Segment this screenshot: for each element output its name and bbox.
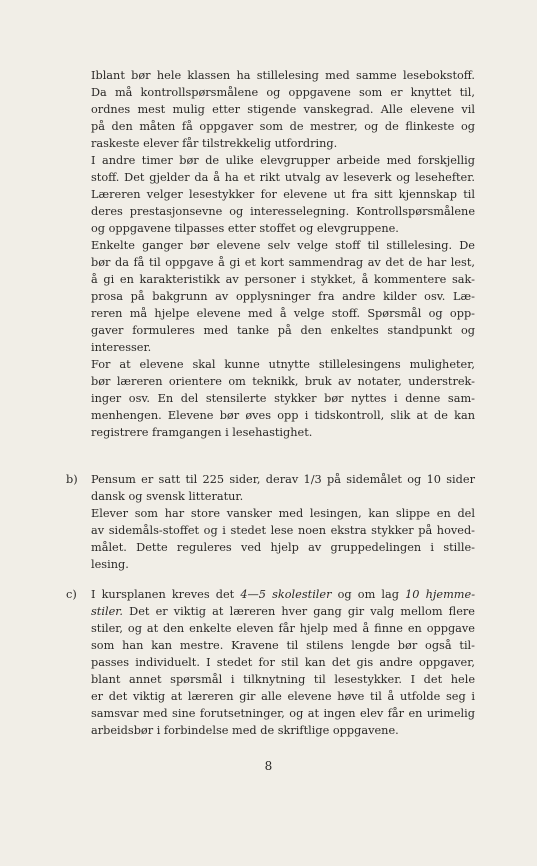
text-line: reren må hjelpe elevene med å velge stoff. Spørsmål og opp- [91, 307, 475, 320]
text-line: som han kan mestre. Kravene til stilens lengde bør også til- [91, 639, 475, 652]
text-line: bør læreren orientere om teknikk, bruk av notater, understrek- [91, 375, 475, 388]
text-line [91, 586, 475, 603]
text-line: Enkelte ganger bør elevene selv velge stoff til stillelesing. De [91, 239, 475, 252]
text-span: og om lag [331, 588, 406, 601]
text-line: deres prestasjonsevne og interesselegning. Kontrollspørsmålene [91, 205, 475, 218]
text-line: Iblant bør hele klassen ha stillelesing med samme lesebokstoff. [91, 69, 475, 82]
text-line: stoff. Det gjelder da å ha et rikt utvalg av leseverk og lesehefter. [91, 171, 475, 184]
text-line: bør da få til oppgave å gi et kort sammendrag av det de har lest, [91, 256, 475, 269]
text-line: interesser. [91, 341, 152, 354]
text-line: I andre timer bør de ulike elevgrupper arbeide med forskjellig [91, 154, 475, 167]
text-span: Det er viktig at læreren hver gang gir valg mellom flere [123, 605, 475, 618]
text-line: er det viktig at læreren gir alle elevene høve til å utfolde seg i [91, 690, 475, 703]
text-line: lesing. [91, 558, 129, 571]
text-line: passes individuelt. I stedet for stil kan det gis andre oppgaver, [91, 656, 475, 669]
page-number: 8 [264, 759, 273, 773]
text-line: Læreren velger lesestykker for elevene ut fra sitt kjennskap til [91, 188, 475, 201]
section-label: c) [66, 588, 77, 601]
text-line: For at elevene skal kunne utnytte stillelesingens muligheter, [91, 358, 475, 371]
text-line: inger osv. En del stensilerte stykker bør nyttes i denne sam- [91, 392, 475, 405]
text-line: prosa på bakgrunn av opplysninger fra andre kilder osv. Læ- [91, 290, 475, 303]
text-line: Da må kontrollspørsmålene og oppgavene som er knyttet til, [91, 86, 475, 99]
section-label: b) [66, 473, 78, 486]
text-line: blant annet spørsmål i tilknytning til lesestykker. I det hele [91, 673, 475, 686]
text-line: dansk og svensk litteratur. [91, 490, 244, 503]
text-line: og oppgavene tilpasses etter stoffet og elevgruppene. [91, 222, 399, 235]
text-line: Elever som har store vansker med lesingen, kan slippe en del [91, 507, 475, 520]
text-line [91, 603, 475, 620]
text-line: samsvar med sine forutsetninger, og at ingen elev får en urimelig [91, 707, 475, 720]
text-line: ordnes mest mulig etter stigende vanskegrad. Alle elevene vil [91, 103, 475, 116]
text-line: av sidemåls-stoffet og i stedet lese noen ekstra stykker på hoved- [91, 524, 475, 537]
text-span: I kursplanen kreves det [91, 588, 241, 601]
text-line: Pensum er satt til 225 sider, derav 1/3 på sidemålet og 10 sider [91, 473, 475, 486]
text-line: raskeste elever får tilstrekkelig utfordring. [91, 137, 338, 150]
text-line: registrere framgangen i lesehastighet. [91, 426, 313, 439]
text-line: på den måten få oppgaver som de mestrer, og de flinkeste og [91, 120, 475, 133]
emphasis-text: 4—5 skolestiler [240, 588, 332, 601]
text-line: målet. Dette reguleres ved hjelp av gruppedelingen i stille- [91, 541, 475, 554]
text-line: stiler, og at den enkelte eleven får hjelp med å finne en oppgave [91, 622, 475, 635]
emphasis-text: 10 hjemme- [405, 588, 476, 601]
text-line: menhengen. Elevene bør øves opp i tidskontroll, slik at de kan [91, 409, 475, 422]
emphasis-text: stiler. [91, 605, 123, 618]
text-line: arbeidsbør i forbindelse med de skriftlige oppgavene. [91, 724, 399, 737]
text-line: å gi en karakteristikk av personer i stykket, å kommentere sak- [91, 273, 475, 286]
text-line: gaver formuleres med tanke på den enkeltes standpunkt og [91, 324, 475, 337]
